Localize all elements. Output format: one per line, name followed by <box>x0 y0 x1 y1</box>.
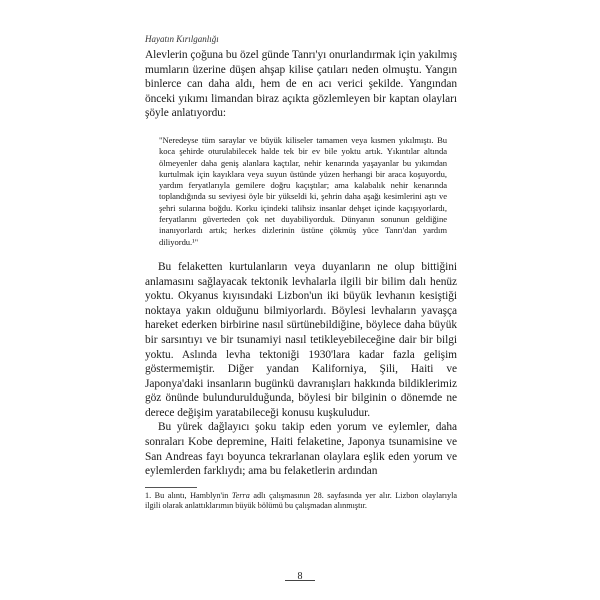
page-body <box>145 34 457 512</box>
body-paragraph: Bu felaketten kurtulanların veya duyanların ne olup bittiğini anlamasını sağlayacak tektonik levhalarla ilgili bir bilim dalı henüz yoktu. Okyanus kıyısındaki Lizbon'un iki büyük levhanın kesiştiği noktaya yakın olduğunu bilmiyorlardı. Böylesi levhaların yavaşça hareket ederken birbirine nasıl sürtünebildiğine, böylece daha büyük bir sarsıntıyı ve bir tsunamiyi nasıl tetikleyebileceğine dair bir bilgi yoktu. Aslında levha tektoniği 1930'lara kadar fazla gelişim göstermemiştir. Diğer yandan Kaliforniya, Şili, Haiti ve Japonya'daki insanların bugünkü davranışları hakkında bildiklerimiz göz önünde bulundurulduğunda, böylesi bir bilginin o dönemde ne derece değişim yaratabileceği konusu kuşkuludur. <box>145 260 457 419</box>
page-number-underline <box>285 580 315 581</box>
body-paragraph: Bu yürek dağlayıcı şoku takip eden yorum ve eylemler, daha sonraları Kobe depremine, Haiti felaketine, Japonya tsunamisine ve San Andreas fayı boyunca tekrarlanan olaylara eşlik eden yorum ve eylemlerden farklıydı; ama bu felaketlerin ardından <box>145 421 457 478</box>
page-number: 8 <box>297 571 303 582</box>
footnote-text-continued: adlı çalışmasının 28. sayfasında yer alır. Lizbon olaylarıyla ilgili olarak anlattıklarımın büyük bölümü bu çalışmadan alınmıştır. <box>145 490 457 511</box>
page-number-block <box>285 566 315 584</box>
footnote-book-title: Terra <box>231 490 250 500</box>
footnote-text: 1. Bu alıntı, Hamblyn'in <box>145 490 232 500</box>
running-header: Hayatın Kırılganlığı <box>145 34 219 44</box>
footnote-divider <box>145 487 197 488</box>
footnote <box>145 491 457 512</box>
body-paragraph: Alevlerin çoğuna bu özel günde Tanrı'yı onurlandırmak için yakılmış mumların üzerine düşen ahşap kilise çatıları neden olmuştu. Yangın binlerce can daha aldı, hem de en acı verici şekilde. Yangından önceki yıkımı limandan biraz açıkta gözlemleyen bir kaptan olayları şöyle anlatıyordu: <box>145 49 457 120</box>
block-quote: "Neredeyse tüm saraylar ve büyük kiliseler tamamen veya kısmen yıkılmıştı. Bu koca şehirde oturulabilecek halde tek bir ev bile yoktu artık. Yıkıntılar altında ölmeyenler daha geniş alanlara kaçtılar, nehir kenarında yaşayanlar bu yıkımdan kurtulmak için kayıklara veya suyun üstünde yüzen herhangi bir araca koşuyordu, yardım feryatlarıyla gemilere doğru kaçıştılar; ama kalabalık nehir kenarında toplandığında su seviyesi öyle bir yükseldi ki, şehrin daha aşağı kesimlerini aştı ve şehri sularına boğdu. Korku içindeki talihsiz insanlar dehşet içinde kaçışıyorlardı, feryatlarını güverteden çok net duyabiliyorduk. Dünyanın sonunun geldiğine inanıyorlardı artık; herkes dizlerinin üstüne çökmüş yüce Tanrı'dan yardım diliyordu.¹" <box>159 134 447 247</box>
